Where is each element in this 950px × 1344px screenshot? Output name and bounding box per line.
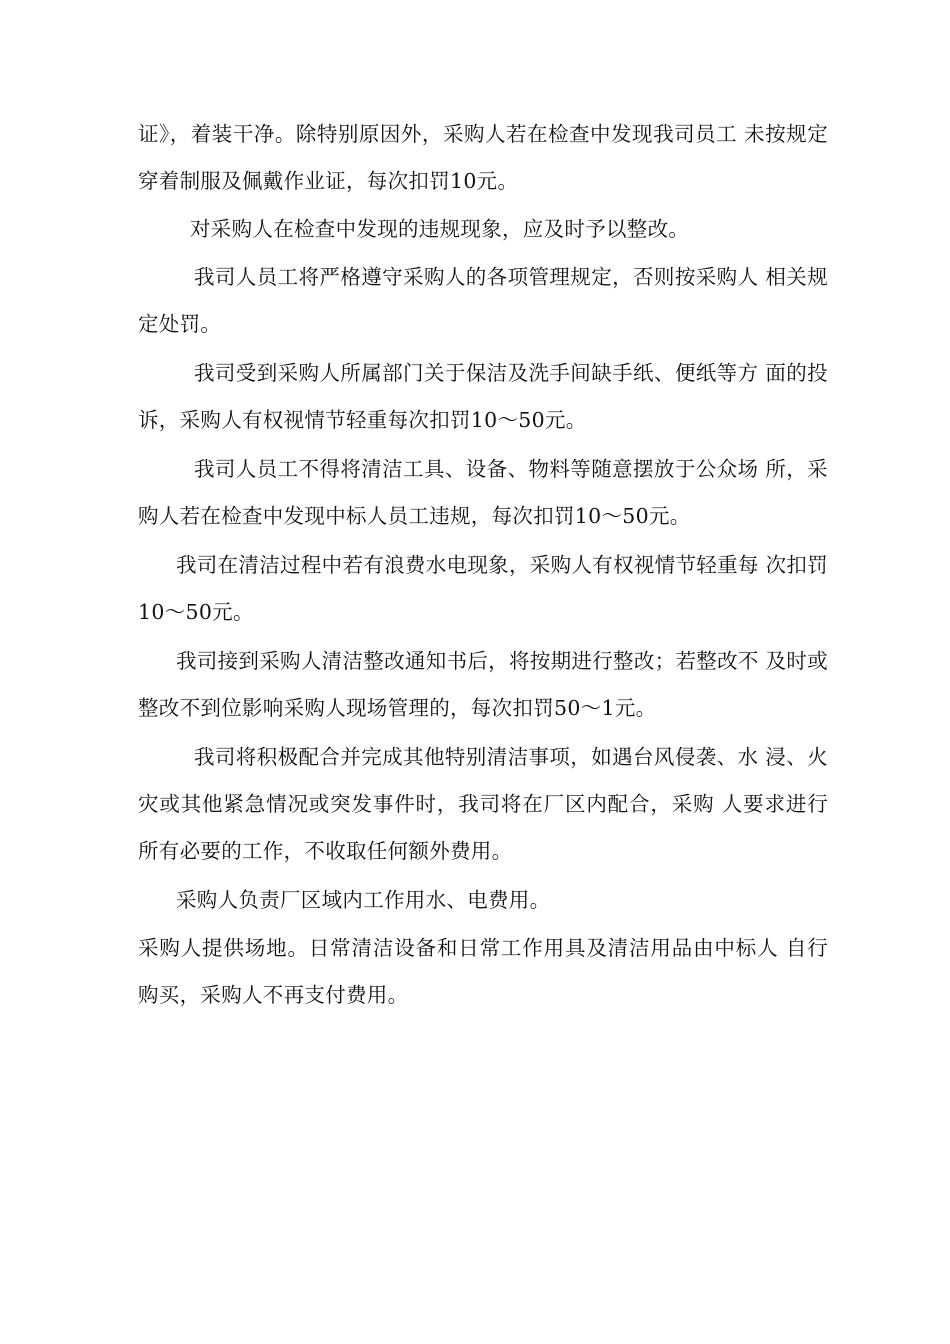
paragraph-special-cleaning: 我司将积极配合并完成其他特别清洁事项，如遇台风侵袭、水 浸、火灾或其他紧急情况或突发事件时，我司将在厂区内配合，采购 人要求进行所有必要的工作，不收取任何额外费用。 — [138, 745, 828, 863]
paragraph-water-electricity-waste: 我司在清洁过程中若有浪费水电现象，采购人有权视情节轻重每 次扣罚10〜50元。 — [138, 553, 828, 624]
paragraph-uniform-penalty: 证》，着装干净。除特别原因外，采购人若在检查中发现我司员工 未按规定穿着制服及佩戴作业证，每次扣罚10元。 — [138, 122, 828, 193]
paragraph-rectification-notice: 我司接到采购人清洁整改通知书后，将按期进行整改；若整改不 及时或整改不到位影响采购人现场管理的，每次扣罚50〜1元。 — [138, 649, 828, 720]
paragraph-rectification: 对采购人在检查中发现的违规现象，应及时予以整改。 — [190, 217, 690, 241]
paragraph-tools-placement: 我司人员工不得将清洁工具、设备、物料等随意摆放于公众场 所，采购人若在检查中发现中标人员工违规，每次扣罚10〜50元。 — [138, 457, 828, 528]
paragraph-complaint-penalty: 我司受到采购人所属部门关于保洁及洗手间缺手纸、便纸等方 面的投诉，采购人有权视情节轻重每次扣罚10〜50元。 — [138, 361, 828, 432]
paragraph-utility-costs: 采购人负责厂区域内工作用水、电费用。 — [176, 888, 551, 912]
paragraph-management-rules: 我司人员工将严格遵守采购人的各项管理规定，否则按采购人 相关规定处罚。 — [138, 265, 828, 336]
paragraph-site-and-supplies: 采购人提供场地。日常清洁设备和日常工作用具及清洁用品由中标人 自行购买，采购人不再支付费用。 — [138, 936, 828, 1007]
